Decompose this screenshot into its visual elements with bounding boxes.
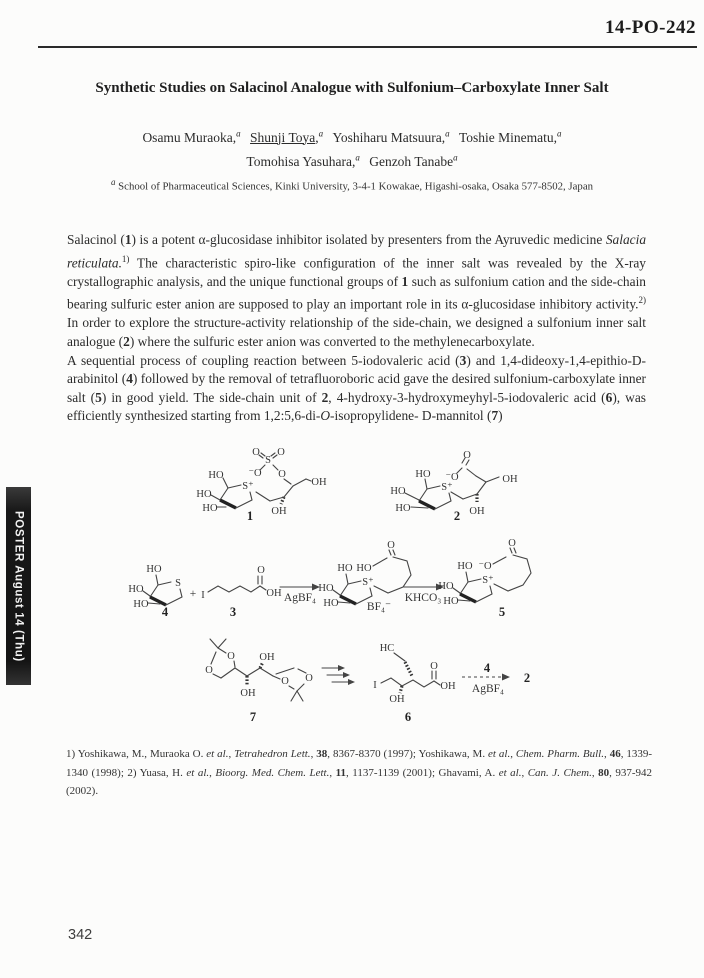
- atom-label: O: [277, 447, 285, 458]
- arrowhead-icon: [343, 672, 350, 678]
- reaction-arrow: [280, 584, 320, 605]
- author: [369, 154, 457, 169]
- author-affil-mark: a: [355, 152, 360, 163]
- author: [459, 130, 562, 145]
- text-run: , 1137-1139 (2001); Ghavami, A.: [346, 766, 499, 779]
- author: [332, 130, 449, 145]
- structure-number: 5: [498, 605, 506, 619]
- atom-label: OH: [259, 652, 275, 663]
- page-number: 342: [68, 927, 93, 943]
- reaction-arrow-dashed: [462, 661, 510, 695]
- atom-label: HC: [379, 643, 395, 654]
- text-run: et al.: [488, 748, 511, 760]
- atom-label: O: [252, 447, 260, 458]
- atom-label: HO: [202, 503, 218, 514]
- atom-label: S⁺: [362, 577, 374, 588]
- author-name: Tomohisa Yasuhara,: [246, 154, 356, 169]
- compound-number: 2: [321, 389, 329, 405]
- atom-label: HO: [196, 489, 212, 500]
- text-run: , 8367-8370 (1997); Yoshikawa, M.: [327, 748, 489, 760]
- atom-label: O: [463, 450, 471, 461]
- text-run: et al.: [186, 766, 210, 779]
- text-run: ,: [604, 748, 610, 760]
- structure-analogue-2: [390, 450, 518, 523]
- text-run: et al.: [206, 748, 229, 760]
- author-list: [55, 123, 649, 172]
- compound-number: 6: [605, 389, 613, 405]
- atom-label: ⁻O: [445, 472, 459, 483]
- text-run: Salacinol (: [67, 232, 125, 247]
- reference-mark: 1): [121, 253, 130, 264]
- reagent-label: AgBF₄: [471, 683, 505, 695]
- atom-label: OH: [502, 474, 518, 485]
- structure-salacinol-1: [196, 447, 327, 523]
- reagent-label: AgBF₄: [283, 592, 317, 604]
- species-name: Salacia reticulata.: [67, 232, 647, 271]
- atom-label: HO: [438, 581, 454, 592]
- text-run: The characteristic spiro-like configuration of the inner salt was revealed by the X-ray crystallographic analysis, and the unique functional groups of: [67, 255, 646, 289]
- text-run: ,: [209, 766, 216, 779]
- text-run: O: [320, 408, 331, 424]
- structure-epithio-arabinitol-4: [128, 564, 182, 619]
- atom-label: HO: [337, 563, 353, 574]
- text-run: ,: [315, 129, 319, 145]
- atom-label: HO: [415, 469, 431, 480]
- journal-name: Bioorg. Med. Chem. Lett.: [215, 766, 330, 779]
- author: [250, 130, 323, 145]
- author-name: Yoshiharu Matsuura,: [332, 129, 446, 145]
- atom-label: S: [175, 578, 181, 589]
- atom-label: HO: [208, 470, 224, 481]
- compound-number: 2: [123, 333, 130, 349]
- atom-label: HO: [146, 564, 162, 575]
- author: [142, 130, 240, 145]
- atom-label: HO: [390, 486, 406, 497]
- reagent-label: KHCO₃: [404, 592, 442, 604]
- atom-label: OH: [266, 588, 282, 599]
- compound-number: 4: [126, 371, 133, 387]
- atom-label: OH: [440, 681, 456, 692]
- author-affil-mark: a: [318, 128, 324, 138]
- author-affil-mark: a: [453, 152, 458, 163]
- text-run: ) and 1,4-dideoxy-1,4-epithio-D-arabinitol (: [67, 352, 647, 387]
- references: [66, 745, 652, 801]
- atom-label: HO: [133, 599, 149, 610]
- multistep-arrows: [322, 665, 355, 685]
- author-affil-mark: a: [236, 128, 241, 138]
- structure-iodovaleric-acid-6: [373, 643, 456, 724]
- text-run: ,: [310, 748, 317, 760]
- atom-label: HO: [395, 503, 411, 514]
- compound-number: 1: [401, 273, 409, 289]
- journal-name: Tetrahedron Lett.: [234, 748, 311, 760]
- atom-label: O: [305, 673, 313, 684]
- journal-name: Chem. Pharm. Bull.: [515, 748, 604, 760]
- session-banner: [6, 487, 31, 685]
- paragraph-2: [67, 352, 646, 426]
- text-run: ) where the sulfuric ester anion was converted to the methylenecarboxylate.: [129, 333, 535, 349]
- atom-label: O: [281, 676, 289, 687]
- arrowhead-icon: [348, 679, 355, 685]
- atom-label: ⁻O: [478, 561, 492, 572]
- arrowhead-icon: [338, 665, 345, 671]
- atom-label: O: [508, 538, 516, 549]
- text-run: , 1339-1340 (1998); 2) Yuasa, H.: [66, 748, 653, 779]
- author-affil-mark: a: [445, 128, 450, 138]
- atom-label: HO: [443, 596, 459, 607]
- atom-label: O: [227, 651, 235, 662]
- affil-mark: a: [110, 177, 116, 187]
- paragraph-1: [67, 231, 646, 352]
- arrowhead-icon: [502, 674, 510, 681]
- author-affil-mark: a: [557, 128, 562, 138]
- atom-label: ⁻O: [248, 468, 262, 479]
- affiliation: [55, 177, 649, 193]
- structure-inner-salt-5: [438, 538, 531, 619]
- text-run: In order to explore the structure-activity relationship of the side-chain, we designed a sulfonium inner salt analogue (: [67, 315, 646, 349]
- text-run: ,: [329, 766, 336, 779]
- atom-label: HO: [128, 584, 144, 595]
- reaction-scheme: [60, 440, 660, 735]
- structure-number: 1: [246, 509, 254, 523]
- reagent-compound-number: 4: [483, 661, 491, 675]
- text-run: , 4-hydroxy-3-hydroxymeyhyl-5-iodovaleric acid (: [328, 389, 606, 405]
- atom-label: O: [257, 565, 265, 576]
- atom-label: OH: [389, 694, 405, 705]
- compound-number: 1: [124, 232, 132, 247]
- paper-code: 14-PO-242: [604, 17, 696, 38]
- atom-label: I: [201, 590, 205, 601]
- reference-mark: 2): [638, 295, 646, 306]
- text-run: ,: [591, 766, 599, 779]
- text-run: ) in good yield. The side-chain unit of: [101, 389, 322, 405]
- structure-number: 6: [404, 710, 412, 724]
- atom-label: O: [278, 469, 286, 480]
- atom-label: O: [205, 665, 213, 676]
- text-run: -isopropylidene- D-mannitol (: [330, 408, 492, 424]
- text-run: A sequential process of coupling reaction between 5-iodovaleric acid (: [67, 352, 460, 368]
- atom-label: S⁺: [482, 575, 494, 586]
- volume-number: 11: [335, 766, 347, 779]
- affiliation-text: School of Pharmaceutical Sciences, Kinki University, 3-4-1 Kowakae, Higashi-osaka, Osaka 577-8502, Japan: [118, 180, 594, 193]
- atom-label: OH: [311, 477, 327, 488]
- text-run: et al.: [498, 766, 522, 779]
- atom-label: OH: [240, 688, 256, 699]
- abstract-body: [67, 231, 646, 426]
- atom-label: HO: [457, 561, 473, 572]
- volume-number: 80: [598, 766, 610, 779]
- text-run: ) is a potent α-glucosidase inhibitor isolated by presenters from the Ayruvedic medicine: [131, 232, 606, 247]
- atom-label: S⁺: [242, 481, 254, 492]
- atom-label: OH: [469, 506, 485, 517]
- text-run: ,: [510, 748, 516, 760]
- atom-label: O: [430, 661, 438, 672]
- structure-diisopropylidene-mannitol-7: [205, 639, 313, 724]
- plus-sign: +: [189, 588, 197, 600]
- atom-label: S⁺: [441, 482, 453, 493]
- session-banner-label: POSTER August 14 (Thu): [12, 510, 25, 662]
- atom-label: I: [373, 680, 377, 691]
- text-run: ,: [228, 748, 235, 760]
- text-run: such as sulfonium cation and the side-chain bearing sulfuric ester anion are supposed to play an important role in its α-glucosidase inhibitory activity.: [67, 273, 646, 312]
- atom-label: S: [265, 455, 271, 466]
- page-title: Synthetic Studies on Salacinol Analogue with Sulfonium–Carboxylate Inner Salt: [95, 80, 609, 96]
- atom-label: HO: [356, 563, 372, 574]
- text-run: ), was efficiently synthesized starting from 1,2:5,6-di-: [67, 389, 646, 424]
- author-name: Genzoh Tanabe: [369, 154, 454, 169]
- product-number: 2: [523, 671, 531, 685]
- atom-label: HO: [323, 598, 339, 609]
- text-run: 1) Yoshikawa, M., Muraoka O.: [66, 748, 207, 760]
- presenting-author-name: Shunji Toya: [250, 129, 316, 145]
- text-run: ,: [521, 766, 528, 779]
- structure-number: 4: [161, 605, 169, 619]
- author: [246, 154, 359, 169]
- volume-number: 46: [609, 748, 621, 760]
- compound-number: 5: [95, 389, 102, 405]
- author-name: Osamu Muraoka,: [142, 129, 237, 145]
- text-run: , 937-942 (2002).: [66, 766, 653, 797]
- atom-label: HO: [318, 583, 334, 594]
- atom-label: OH: [271, 506, 287, 517]
- author-name: Toshie Minematu,: [459, 129, 558, 145]
- header-rule: [38, 46, 697, 48]
- text-run: ): [498, 408, 503, 424]
- structure-number: 7: [249, 710, 257, 724]
- volume-number: 38: [316, 748, 328, 760]
- structure-iodovaleric-acid-3: [201, 565, 282, 619]
- structure-number: 3: [229, 605, 237, 619]
- compound-number: 7: [491, 408, 499, 424]
- text-run: ) followed by the removal of tetrafluoroboric acid gave the desired sulfonium-carboxylate inner salt (: [67, 371, 647, 405]
- atom-label: O: [387, 540, 395, 551]
- structure-sulfonium-bf4-intermediate: [318, 540, 411, 613]
- compound-number: 3: [459, 352, 467, 368]
- journal-name: Can. J. Chem.: [527, 766, 592, 779]
- structure-number: 2: [453, 509, 461, 523]
- counterion-label: BF₄⁻: [366, 601, 392, 613]
